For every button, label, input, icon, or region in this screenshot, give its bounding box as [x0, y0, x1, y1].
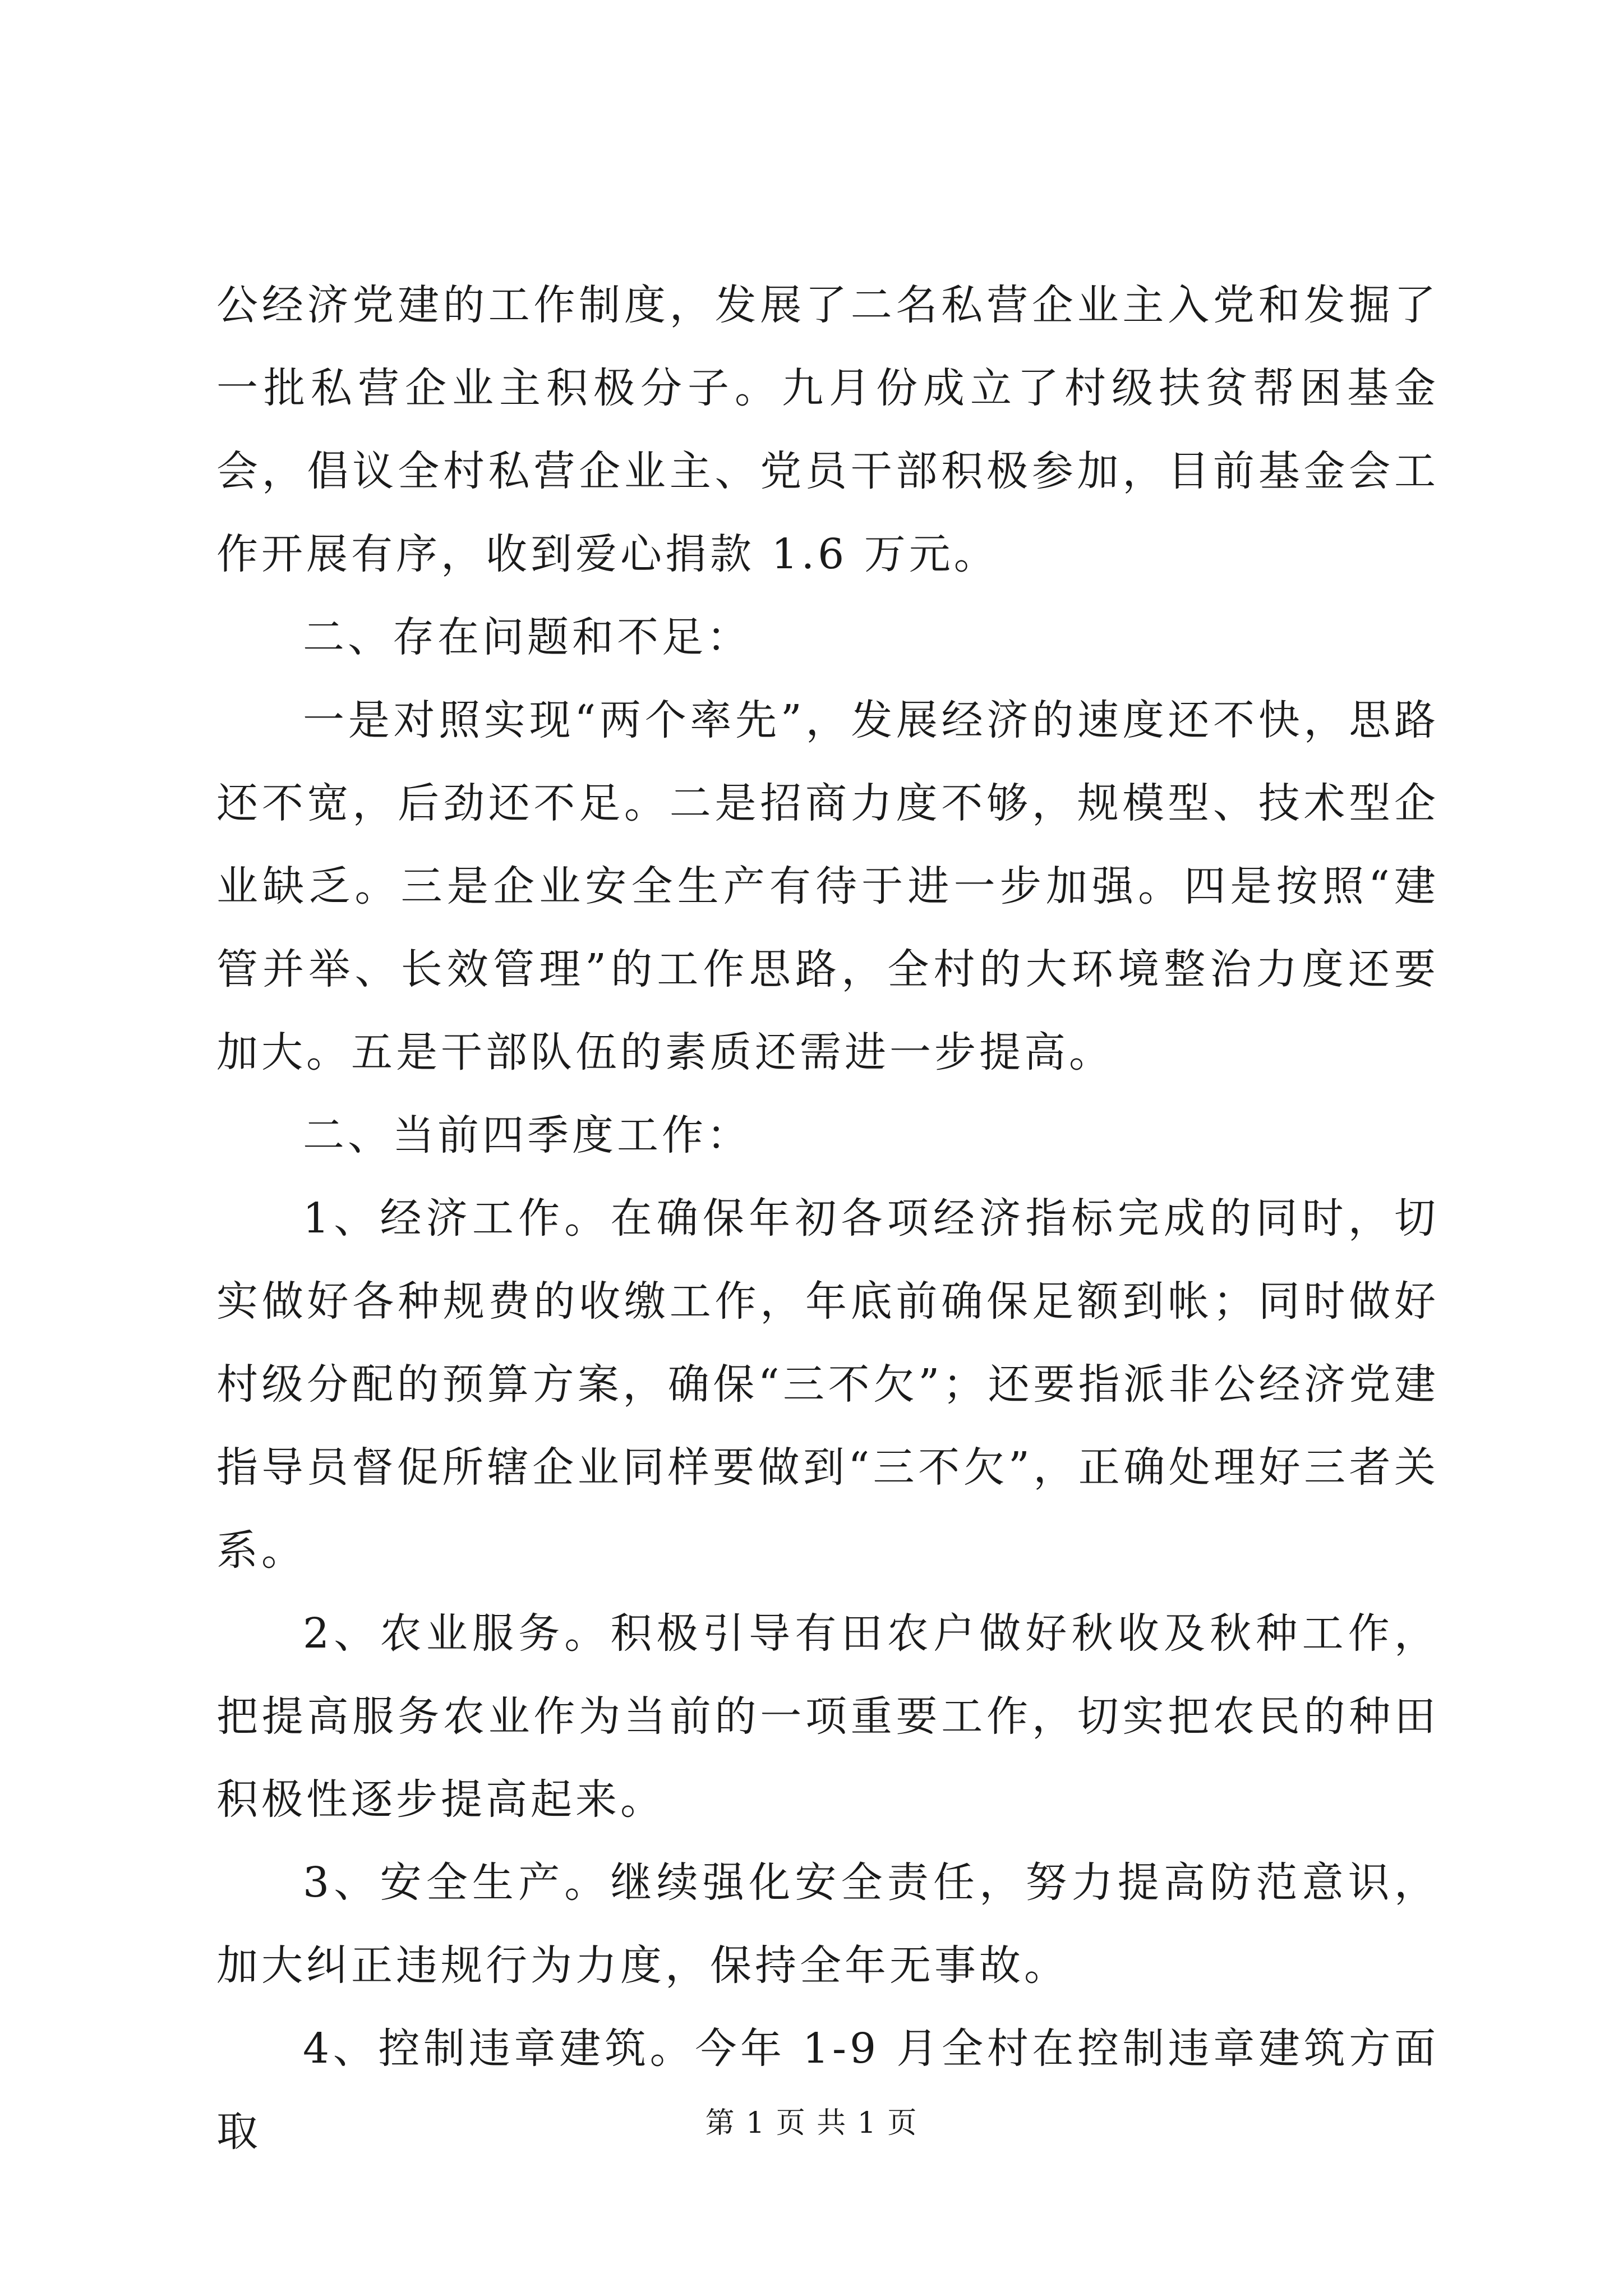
section-heading-q4-work: 二、当前四季度工作：	[303, 1111, 751, 1159]
paragraph-economic-work: 1、经济工作。在确保年初各项经济指标完成的同时，切实做好各种规费的收缴工作，年底前确保足额到帐；同时做好村级分配的预算方案，确保“三不欠”；还要指派非公经济党建指导员督促所辖企业同样要做到“三不欠”，正确处理好三者关系。	[216, 1194, 1439, 1575]
paragraph-safety-production: 3、安全生产。继续强化安全责任，努力提高防范意识，加大纠正违规行为力度，保持全年无事故。	[216, 1858, 1439, 1990]
paragraph-illegal-construction: 4、控制违章建筑。今年 1-9 月全村在控制违章建筑方面取	[216, 2024, 1439, 2156]
paragraph-agricultural-service: 2、农业服务。积极引导有田农户做好秋收及秋种工作，把提高服务农业作为当前的一项重要工作，切实把农民的种田积极性逐步提高起来。	[216, 1609, 1439, 1824]
paragraph-continuation: 公经济党建的工作制度，发展了二名私营企业主入党和发掘了一批私营企业主积极分子。九月份成立了村级扶贫帮困基金会，倡议全村私营企业主、党员干部积极参加，目前基金会工作开展有序，收到爱心捐款 1.6 万元。	[216, 281, 1439, 578]
page-number: 第 1 页 共 1 页	[705, 2106, 918, 2140]
document-body	[216, 264, 1439, 2173]
page-footer	[0, 2101, 1623, 2146]
section-heading-problems: 二、存在问题和不足：	[303, 613, 751, 661]
paragraph-problems: 一是对照实现“两个率先”，发展经济的速度还不快，思路还不宽，后劲还不足。二是招商力度不够，规模型、技术型企业缺乏。三是企业安全生产有待于进一步加强。四是按照“建管并举、长效管理”的工作思路，全村的大环境整治力度还要加大。五是干部队伍的素质还需进一步提高。	[216, 696, 1439, 1076]
